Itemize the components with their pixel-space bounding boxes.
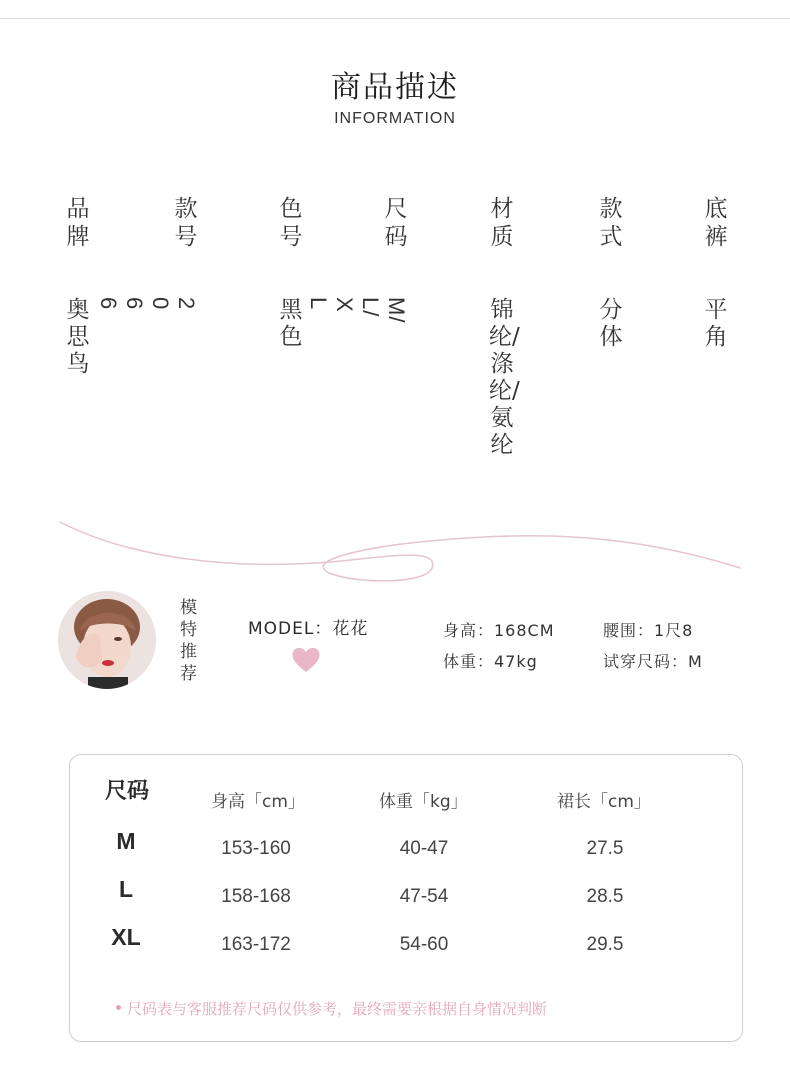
attr-value: 奥思鸟 [66,297,90,377]
bullet-dot-icon [116,1005,121,1010]
attr-label: 尺码 [384,196,408,250]
attr-label: 款式 [599,196,623,250]
size-row-label: XL [111,924,141,950]
model-waist: 腰围：1尺8 [603,621,694,640]
table-cell: 163-172 [221,934,291,955]
model-height: 身高：168CM [443,621,555,640]
size-row-label: L [118,876,134,902]
model-trial-size: 试穿尺码：M [603,652,703,671]
column-header-length: 裙长「cm」 [557,792,651,812]
attr-value: 黑色 [279,297,303,350]
model-avatar [58,591,156,689]
attr-label: 材质 [490,196,514,250]
section-subtitle: INFORMATION [334,110,456,127]
table-cell: 27.5 [586,838,624,859]
section-title: 商品描述 [331,70,459,105]
top-divider [0,18,790,19]
decorative-swirl [0,510,790,590]
attr-value: 锦纶/涤纶/氨纶 [489,297,520,458]
attr-value: 2066 [96,297,199,311]
attr-material [489,195,529,458]
attr-value: 平角 [704,297,728,350]
attr-color [278,195,318,350]
size-disclaimer [116,998,547,1019]
attr-bottom [703,195,743,350]
table-cell: 47-54 [399,886,449,907]
table-cell: 40-47 [399,838,449,859]
attr-label: 底裤 [704,196,728,250]
table-cell: 28.5 [586,886,624,907]
table-cell: 54-60 [399,934,449,955]
attr-size [306,195,423,324]
table-cell: 29.5 [586,934,624,955]
heart-icon [290,646,322,674]
column-header-height: 身高「cm」 [211,792,305,812]
table-cell: 153-160 [221,838,291,859]
size-disclaimer-text: 尺码表与客服推荐尺码仅供参考，最终需要亲根据自身情况判断 [127,1000,548,1018]
attr-value: M/L/XL [306,297,409,324]
size-table-corner-label: 尺码 [105,778,150,803]
attr-brand [65,195,105,377]
attr-label: 品牌 [66,196,90,250]
model-name: MODEL：花花 [248,619,369,639]
attr-style-no [96,195,213,311]
table-cell: 158-168 [221,886,291,907]
model-recommend-label: 模特推荐 [180,598,197,684]
size-row-label: M [116,828,136,854]
attr-style [598,195,638,350]
attr-label: 色号 [279,196,303,250]
attr-value: 分体 [599,297,623,350]
model-weight: 体重：47kg [443,652,538,671]
column-header-weight: 体重「kg」 [379,792,468,812]
attr-label: 款号 [174,196,198,250]
